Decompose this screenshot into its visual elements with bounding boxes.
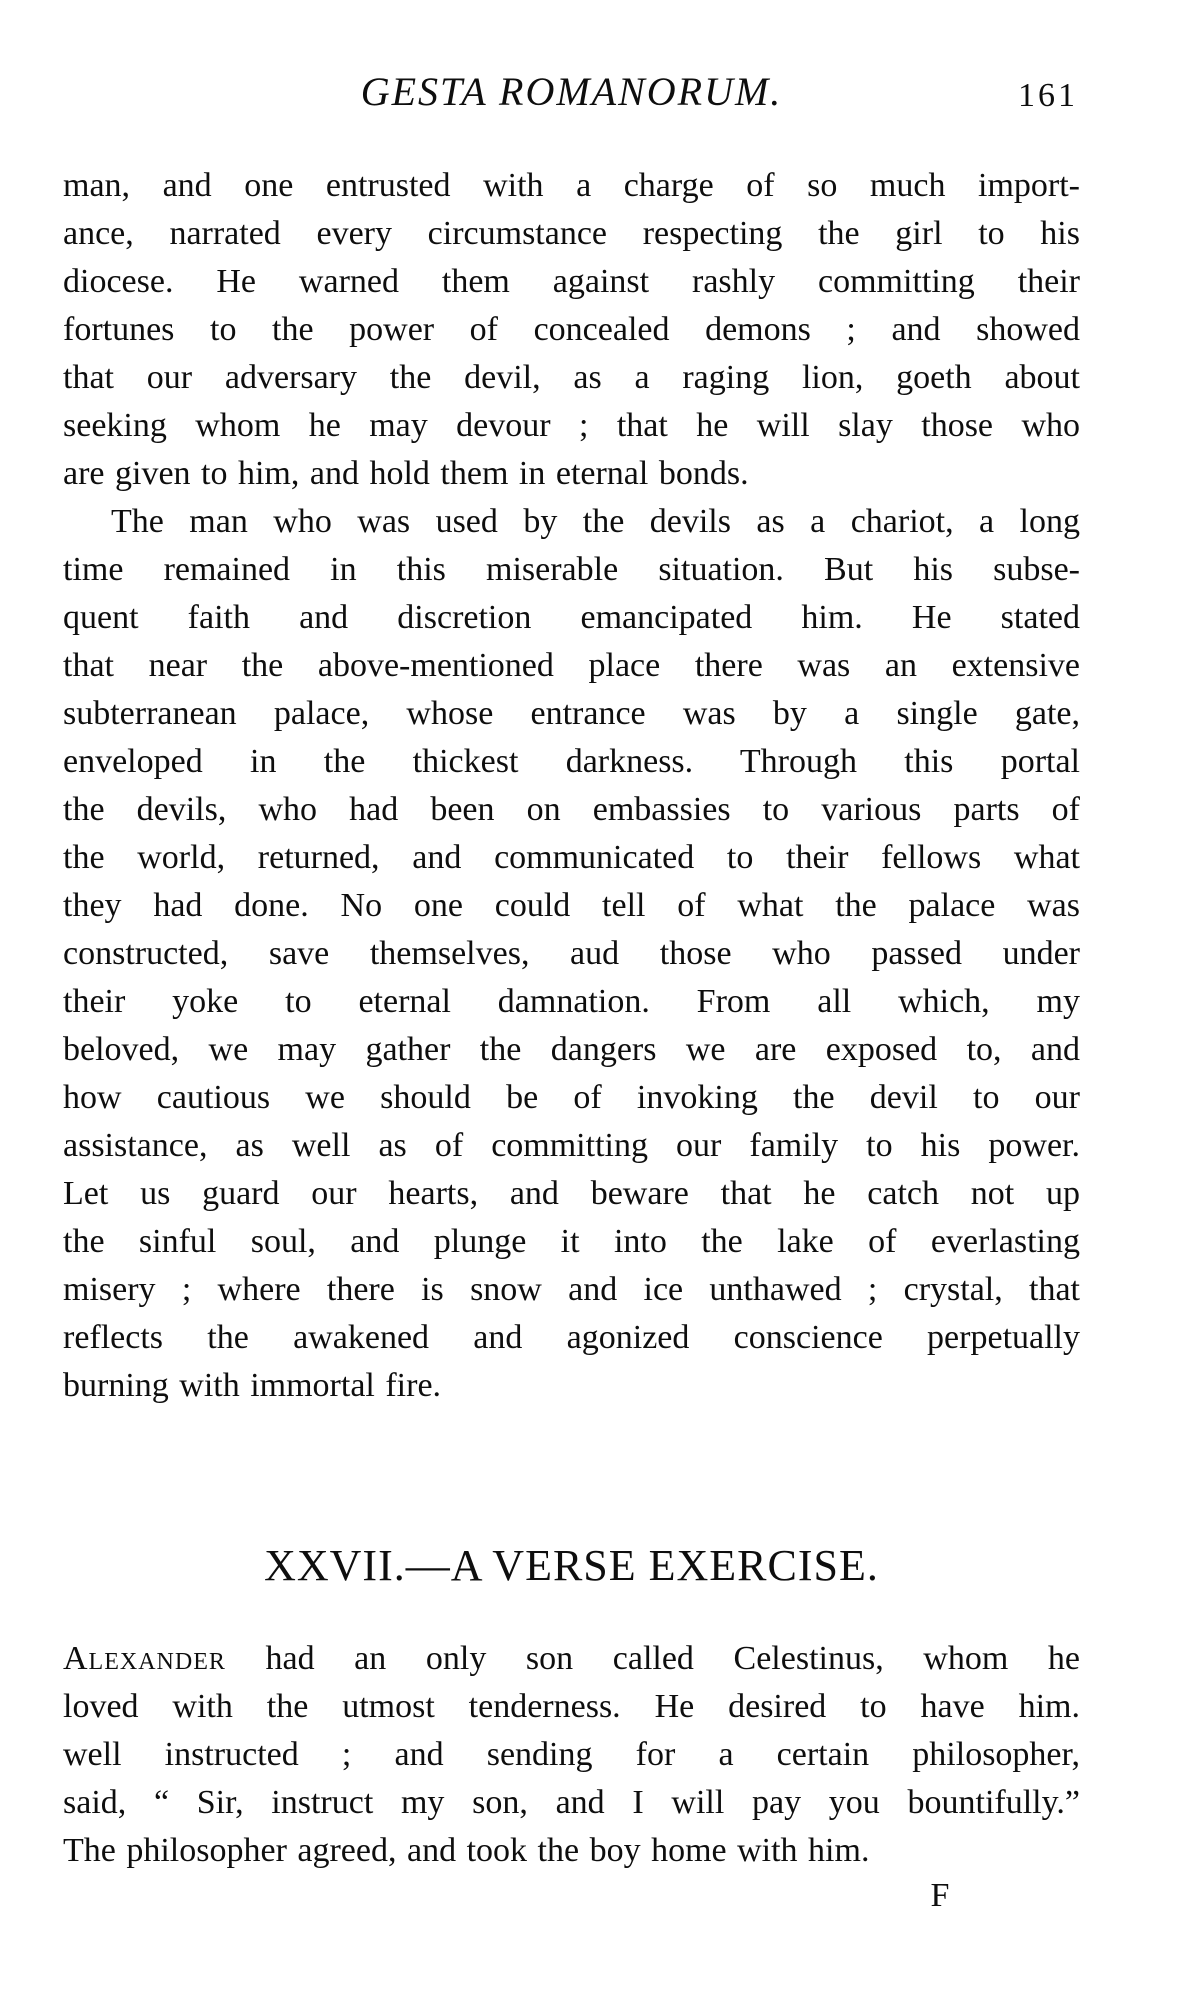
text-line: that near the above-mentioned place there was an extensive [63,647,1080,684]
chapter-body [63,1635,1080,1875]
text-line: the devils, who had been on embassies to various parts of [63,791,1080,828]
text-line: enveloped in the thickest darkness. Through this portal [63,743,1080,780]
text-line: time remained in this miserable situation. But his subse- [63,551,1080,588]
text-line: loved with the utmost tenderness. He desired to have him. [63,1688,1080,1725]
text-line: Alexander had an only son called Celestinus, whom he [63,1640,1080,1677]
text-line: diocese. He warned them against rashly committing their [63,263,1080,300]
text-line: their yoke to eternal damnation. From all which, my [63,983,1080,1020]
text-line: the world, returned, and communicated to their fellows what [63,839,1080,876]
text-line: man, and one entrusted with a charge of so much import- [63,167,1080,204]
chapter-heading: XXVII.—A VERSE EXERCISE. [264,1541,879,1590]
text-line: well instructed ; and sending for a certain philosopher, [63,1736,1080,1773]
text-line: burning with immortal fire. [63,1367,442,1404]
text-line: that our adversary the devil, as a raging lion, goeth about [63,359,1080,396]
printer-signature-mark: F [930,1877,950,1914]
text-line: ance, narrated every circumstance respecting the girl to his [63,215,1080,252]
text-line: seeking whom he may devour ; that he will slay those who [63,407,1080,444]
paragraph [63,162,1080,498]
text-line: are given to him, and hold them in eternal bonds. [63,455,749,492]
text-line: the sinful soul, and plunge it into the lake of everlasting [63,1223,1080,1260]
text-line: assistance, as well as of committing our family to his power. [63,1127,1080,1164]
text-line: Let us guard our hearts, and beware that he catch not up [63,1175,1080,1212]
small-caps-lead-word: Alexander [63,1640,226,1677]
text-line: reflects the awakened and agonized conscience perpetually [63,1319,1080,1356]
text-line: quent faith and discretion emancipated him. He stated [63,599,1080,636]
text-line: subterranean palace, whose entrance was by a single gate, [63,695,1080,732]
text-line: they had done. No one could tell of what the palace was [63,887,1080,924]
text-line: The philosopher agreed, and took the boy home with him. [63,1832,870,1869]
paragraph [63,1635,1080,1875]
page-number: 161 [1018,77,1078,114]
paragraph [63,498,1080,1410]
running-header [63,68,1080,118]
running-title: GESTA ROMANORUM. [360,69,783,114]
text-line: fortunes to the power of concealed demons ; and showed [63,311,1080,348]
text-line: how cautious we should be of invoking the devil to our [63,1079,1080,1116]
text-line: constructed, save themselves, aud those who passed under [63,935,1080,972]
text-line: The man who was used by the devils as a chariot, a long [111,503,1080,540]
text-line: said, “ Sir, instruct my son, and I will pay you bountifully.” [63,1784,1080,1821]
text-line: beloved, we may gather the dangers we are exposed to, and [63,1031,1080,1068]
text-line: misery ; where there is snow and ice unthawed ; crystal, that [63,1271,1080,1308]
page-body [63,162,1080,1410]
